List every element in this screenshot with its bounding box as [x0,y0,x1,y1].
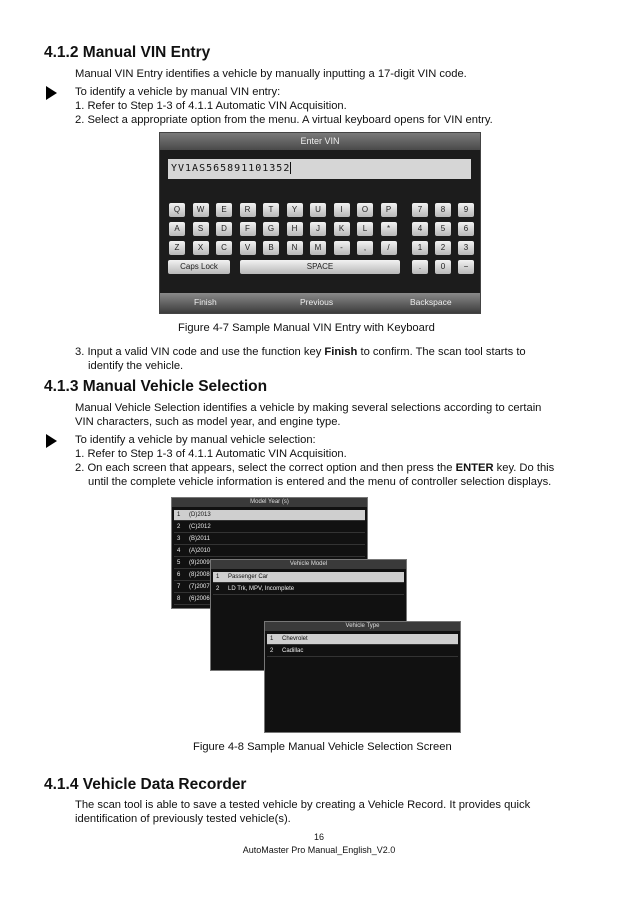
list-item[interactable]: 2 (C)2012 [174,522,365,533]
list-item[interactable]: 4 (A)2010 [174,546,365,557]
paragraph-vin-note: To identify a vehicle by manual VIN entry: [75,86,281,98]
function-key-bar [160,293,480,313]
numpad-key[interactable]: 5 [435,222,451,236]
key-o[interactable]: O [357,203,373,217]
list-item[interactable]: 2 LD Trk, MPV, Incomplete [213,584,404,595]
figure-4-7-caption: Figure 4-7 Sample Manual VIN Entry with Keyboard [178,322,435,334]
key-sym-7[interactable]: - [334,241,350,255]
numpad-key[interactable]: . [412,260,428,274]
list-item[interactable]: 8 (6)2006 [174,594,365,605]
list-item[interactable]: 1 Chevrolet [267,634,458,645]
previous-button[interactable]: Previous [300,297,334,307]
key-v[interactable]: V [240,241,256,255]
key-w[interactable]: W [193,203,209,217]
note-arrow-icon [46,86,57,100]
selection-intro-2: VIN characters, such as model year, and engine type. [75,416,341,428]
list-item[interactable]: 7 (7)2007 [174,582,365,593]
list-item[interactable]: 1 Passenger Car [213,572,404,583]
vehicle-type-title: Vehicle Type [265,622,460,631]
key-x[interactable]: X [193,241,209,255]
vin-entry-screenshot [159,132,481,314]
vin-step-3: 3. Input a valid VIN code and use the function key Finish to confirm. The scan tool starts to [75,346,526,358]
vin-step-3-continued: identify the vehicle. [88,360,184,372]
document-footer: AutoMaster Pro Manual_English_V2.0 [242,845,396,855]
key-d[interactable]: D [216,222,232,236]
key-h[interactable]: H [287,222,303,236]
key-c[interactable]: C [216,241,232,255]
key-y[interactable]: Y [287,203,303,217]
key-j[interactable]: J [310,222,326,236]
heading-4-1-3: 4.1.3 Manual Vehicle Selection [44,378,268,395]
finish-button[interactable]: Finish [194,297,217,307]
vin-step-2: 2. Select a appropriate option from the menu. A virtual keyboard opens for VIN entry. [75,114,493,126]
caps-lock-key[interactable]: Caps Lock [168,260,230,274]
model-year-title: Model Year (s) [172,498,367,507]
page-number: 16 [313,832,324,842]
numpad-key[interactable]: − [458,260,474,274]
recorder-intro-2: identification of previously tested vehicle(s). [75,813,291,825]
vin-input-field[interactable] [168,159,471,179]
list-item[interactable]: 6 (8)2008 [174,570,365,581]
key-i[interactable]: I [334,203,350,217]
list-item[interactable]: 2 Cadillac [267,646,458,657]
selection-step-2-continued: until the complete vehicle information is entered and the menu of controller selection displays. [88,476,552,488]
list-item[interactable]: 3 (B)2011 [174,534,365,545]
key-b[interactable]: B [263,241,279,255]
key-l[interactable]: L [357,222,373,236]
numpad-key[interactable]: 8 [435,203,451,217]
vehicle-type-screen [264,621,461,733]
key-sym-9[interactable]: * [381,222,397,236]
vin-step-1: 1. Refer to Step 1-3 of 4.1.1 Automatic VIN Acquisition. [75,100,347,112]
key-k[interactable]: K [334,222,350,236]
key-sym-9[interactable]: / [381,241,397,255]
note-arrow-icon [46,434,57,448]
selection-step-2: 2. On each screen that appears, select the correct option and then press the ENTER key. Do this [75,462,555,474]
key-m[interactable]: M [310,241,326,255]
text-cursor [290,162,291,174]
list-item[interactable]: 5 (9)2009 [174,558,365,569]
heading-4-1-2: 4.1.2 Manual VIN Entry [44,44,211,61]
numpad-key[interactable]: 1 [412,241,428,255]
key-p[interactable]: P [381,203,397,217]
heading-4-1-4: 4.1.4 Vehicle Data Recorder [44,776,247,793]
key-f[interactable]: F [240,222,256,236]
key-n[interactable]: N [287,241,303,255]
figure-4-8-caption: Figure 4-8 Sample Manual Vehicle Selection Screen [193,741,452,753]
numpad-key[interactable]: 3 [458,241,474,255]
vehicle-model-title: Vehicle Model [211,560,406,569]
key-r[interactable]: R [240,203,256,217]
key-sym-8[interactable]: , [357,241,373,255]
key-s[interactable]: S [193,222,209,236]
numpad-key[interactable]: 7 [412,203,428,217]
key-g[interactable]: G [263,222,279,236]
numpad-key[interactable]: 0 [435,260,451,274]
recorder-intro-1: The scan tool is able to save a tested vehicle by creating a Vehicle Record. It provides quick [75,799,531,811]
selection-intro-1: Manual Vehicle Selection identifies a vehicle by making several selections according to certain [75,402,542,414]
numpad-key[interactable]: 6 [458,222,474,236]
numpad-key[interactable]: 2 [435,241,451,255]
numpad-key[interactable]: 4 [412,222,428,236]
vin-screen-title: Enter VIN [160,133,480,150]
key-a[interactable]: A [169,222,185,236]
selection-note: To identify a vehicle by manual vehicle selection: [75,434,316,446]
key-t[interactable]: T [263,203,279,217]
key-z[interactable]: Z [169,241,185,255]
key-e[interactable]: E [216,203,232,217]
paragraph-vin-intro: Manual VIN Entry identifies a vehicle by manually inputting a 17-digit VIN code. [75,68,467,80]
key-q[interactable]: Q [169,203,185,217]
list-item[interactable]: 1 (D)2013 [174,510,365,521]
backspace-button[interactable]: Backspace [410,297,452,307]
space-key[interactable]: SPACE [240,260,400,274]
vin-input-value: YV1AS565891101352 [171,163,291,174]
numpad-key[interactable]: 9 [458,203,474,217]
key-u[interactable]: U [310,203,326,217]
selection-step-1: 1. Refer to Step 1-3 of 4.1.1 Automatic VIN Acquisition. [75,448,347,460]
